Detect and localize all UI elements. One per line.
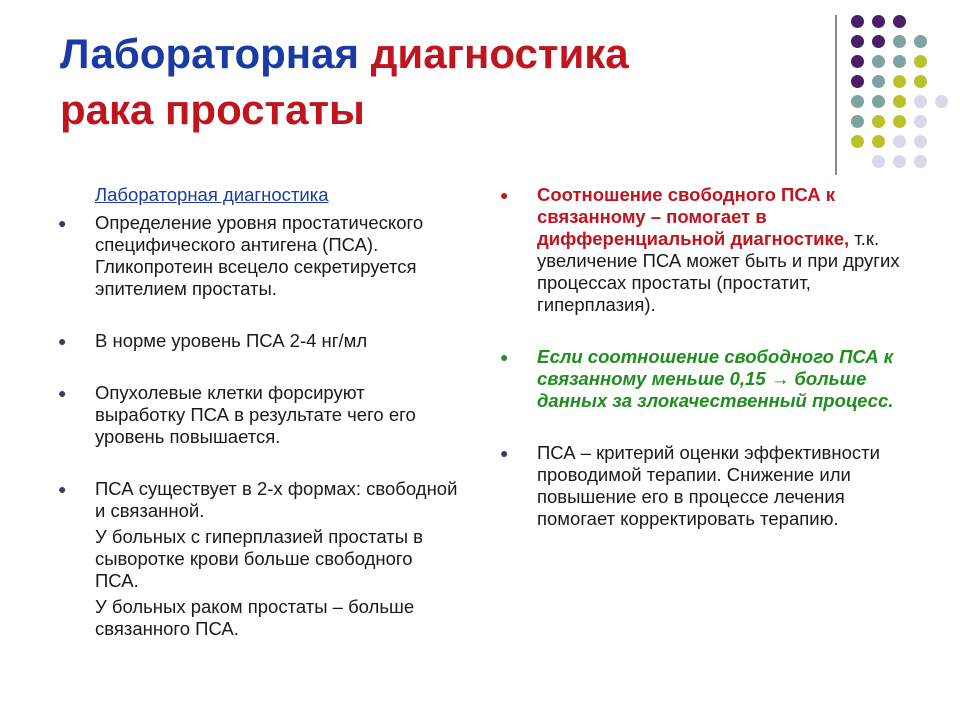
title-word-red: диагностика — [359, 30, 629, 77]
list-item-text: ПСА существует в 2-х формах: свободной и связанной. — [95, 478, 458, 521]
decor-dot — [914, 135, 927, 148]
decor-dot — [872, 55, 885, 68]
list-item — [500, 184, 920, 316]
list-item-text: Опухолевые клетки форсируют выработку ПСА в результате чего его уровень повышается. — [95, 382, 416, 447]
decor-dot — [914, 155, 927, 168]
list-item-text: Определение уровня простатического специфического антигена (ПСА). Гликопротеин всецело секретируется эпителием простаты. — [95, 212, 424, 299]
decor-dot — [851, 35, 864, 48]
list-item — [58, 212, 458, 300]
sub-paragraph: У больных с гиперплазией простаты в сыворотке крови больше свободного ПСА. — [95, 526, 423, 591]
list-item — [500, 442, 920, 530]
decor-dot — [851, 95, 864, 108]
decor-dot — [872, 155, 885, 168]
list-item — [58, 382, 458, 448]
decor-dot — [893, 35, 906, 48]
decor-dot — [914, 35, 927, 48]
bullet-icon: ● — [58, 481, 67, 497]
bullet-icon: ● — [500, 349, 509, 365]
lab-diagnostics-link[interactable]: Лабораторная диагностика — [95, 184, 329, 205]
list-item — [58, 478, 458, 522]
bullet-icon: ● — [58, 215, 67, 231]
decor-dot — [851, 115, 864, 128]
decor-dot — [851, 135, 864, 148]
title-word-blue: Лабораторная — [60, 30, 360, 77]
bullet-icon: ● — [58, 333, 67, 349]
list-item — [500, 346, 920, 412]
decor-dot — [851, 15, 864, 28]
decor-dot — [893, 55, 906, 68]
decor-dot — [872, 135, 885, 148]
title-line2: рака простаты — [60, 86, 365, 133]
decor-dot — [935, 95, 948, 108]
decor-dot — [872, 115, 885, 128]
decor-dot — [914, 75, 927, 88]
list-item-text: ПСА – критерий оценки эффективности проводимой терапии. Снижение или повышение его в процессе лечения помогает корректировать терапию. — [537, 442, 880, 529]
decor-dot — [893, 115, 906, 128]
decor-dot — [872, 35, 885, 48]
decor-dot — [893, 135, 906, 148]
bullet-icon: ● — [500, 187, 509, 203]
list-item-text: т.к. увеличение ПСА может быть и при других процессах простаты (простатит, гиперплазия). — [537, 228, 900, 315]
decor-dot — [893, 15, 906, 28]
decor-dot — [851, 55, 864, 68]
decor-dot — [893, 75, 906, 88]
decor-dot — [914, 55, 927, 68]
decor-dot — [872, 15, 885, 28]
bullet-icon: ● — [58, 385, 67, 401]
list-item-text: В норме уровень ПСА 2-4 нг/мл — [95, 330, 368, 351]
decor-dot — [872, 95, 885, 108]
right-column — [500, 184, 920, 530]
ratio-highlight-text: Соотношение свободного ПСА к связанному – помогает в дифференциальной диагностике, — [537, 184, 850, 249]
decor-dot — [914, 95, 927, 108]
decor-dot — [872, 75, 885, 88]
decor-vertical-line — [835, 15, 837, 175]
left-column — [58, 184, 458, 640]
bullet-icon: ● — [500, 445, 509, 461]
sub-paragraph: У больных раком простаты – больше связанного ПСА. — [95, 596, 415, 639]
decor-dot — [914, 115, 927, 128]
slide-title — [60, 26, 800, 138]
decor-dot — [893, 95, 906, 108]
list-item — [58, 330, 458, 352]
threshold-highlight-text: Если соотношение свободного ПСА к связанному меньше 0,15 → больше данных за злокачественный процесс. — [537, 346, 894, 411]
decor-dot — [851, 75, 864, 88]
decor-dot — [893, 155, 906, 168]
